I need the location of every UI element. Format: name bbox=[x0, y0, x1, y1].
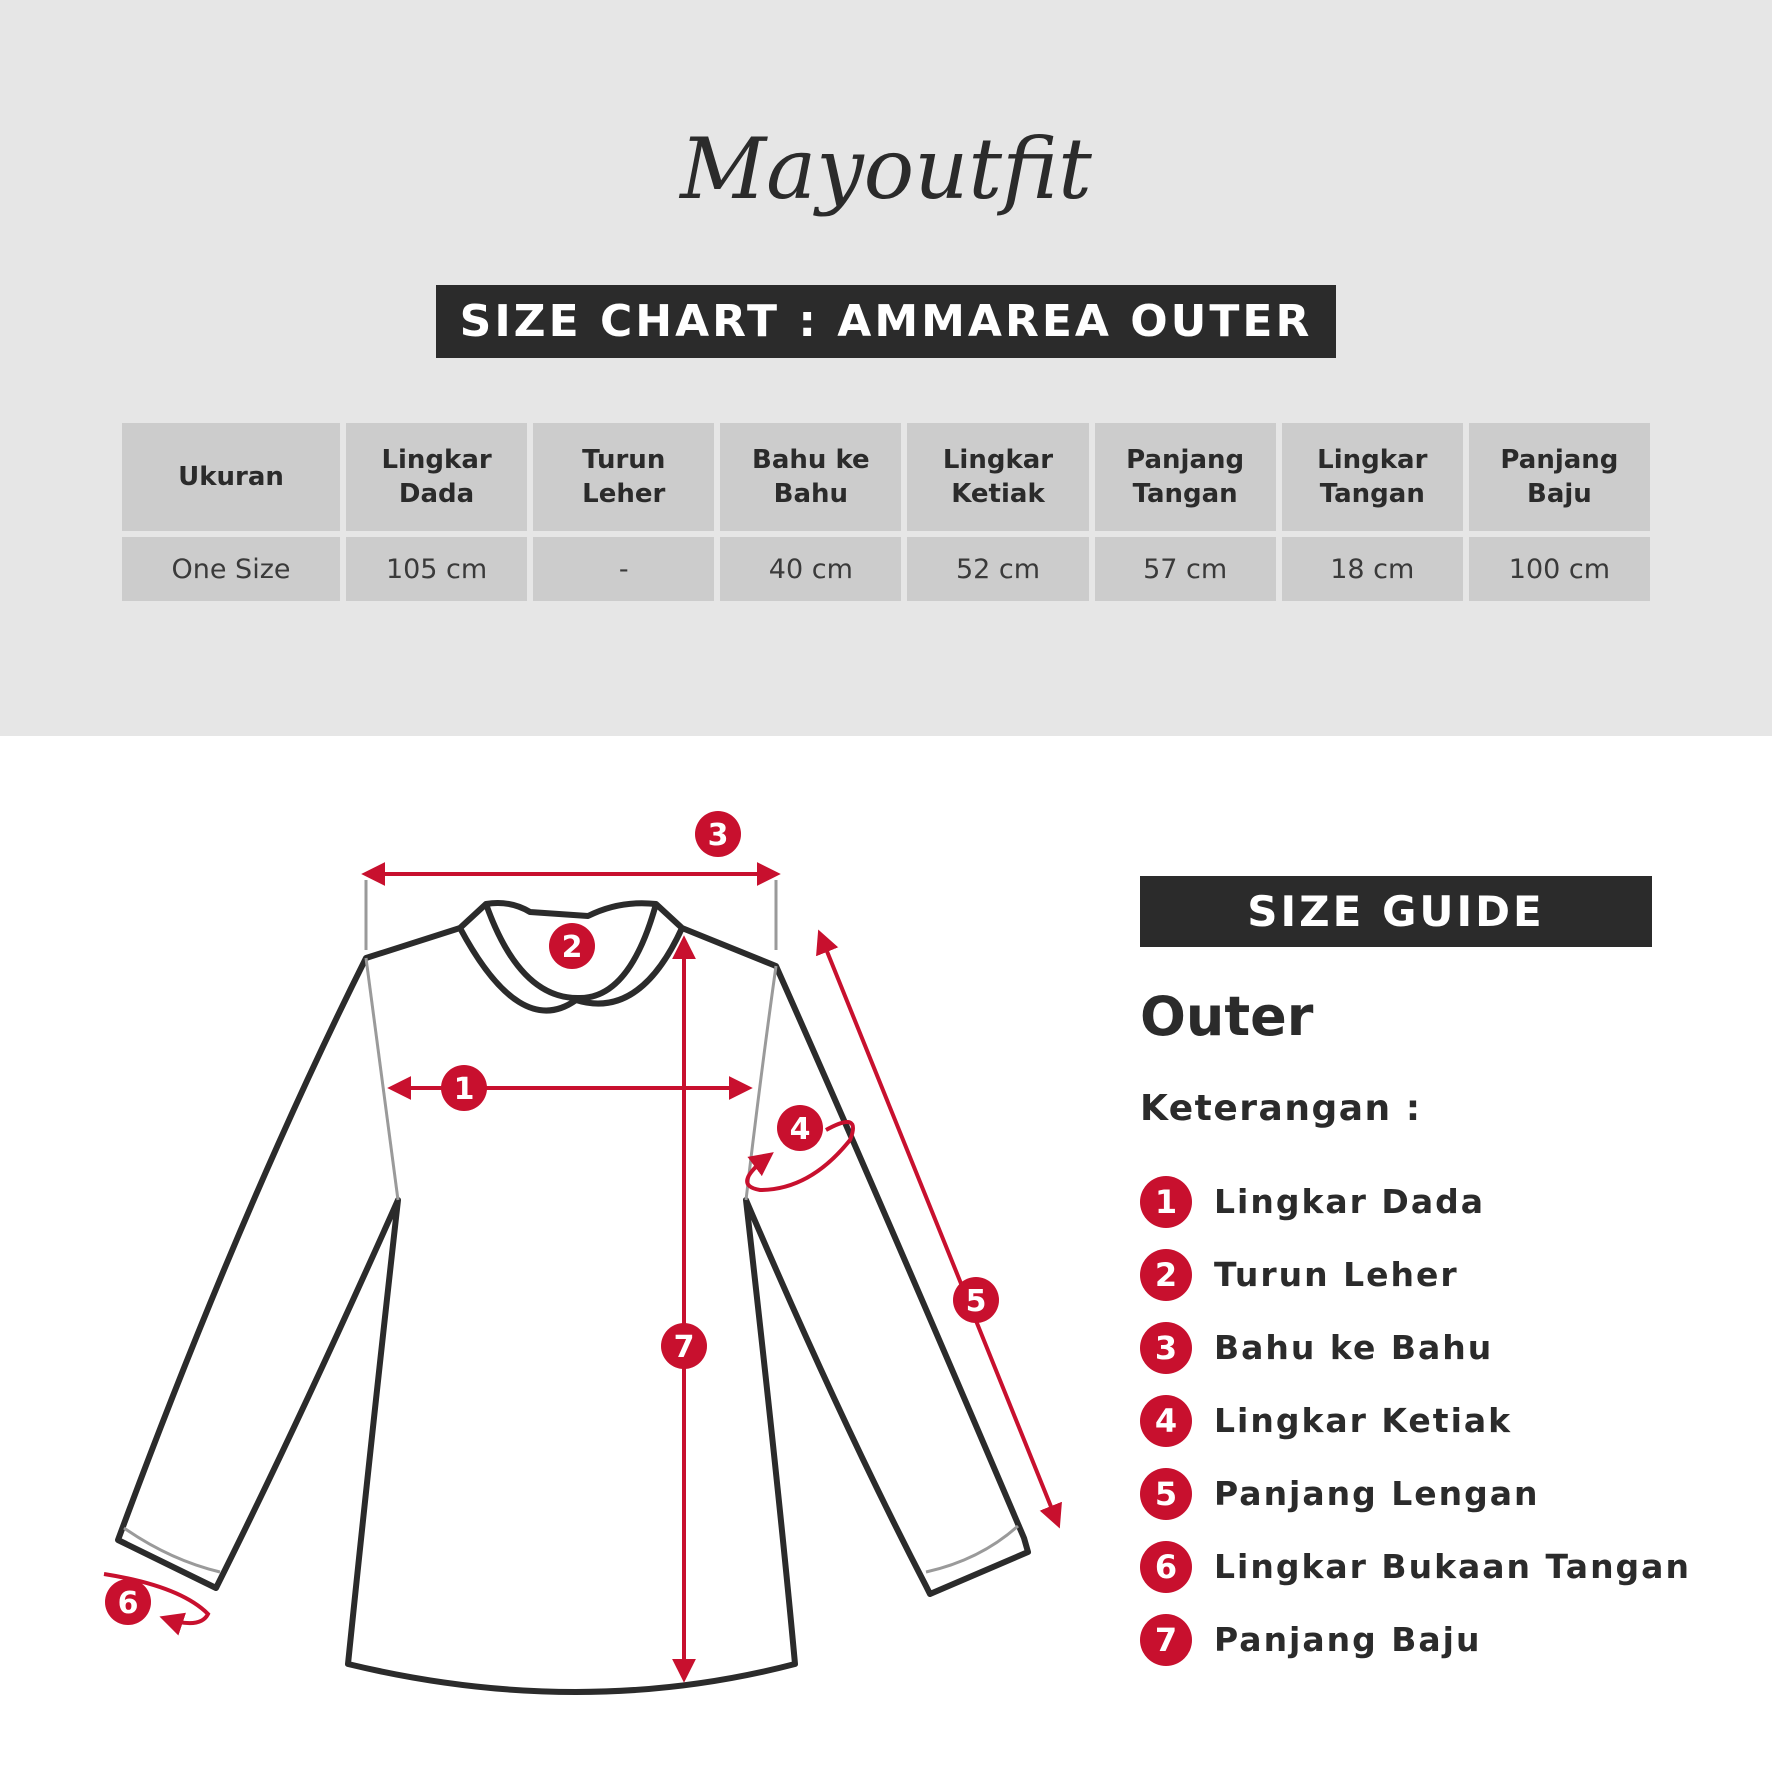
marker-3 bbox=[695, 811, 741, 857]
number-badge: 1 bbox=[1140, 1176, 1192, 1228]
size-guide-title: SIZE GUIDE bbox=[1140, 876, 1652, 947]
legend-label: Lingkar Bukaan Tangan bbox=[1214, 1547, 1691, 1586]
number-badge: 6 bbox=[1140, 1541, 1192, 1593]
header-cell: Lingkar Dada bbox=[346, 423, 527, 531]
header-cell: Turun Leher bbox=[533, 423, 714, 531]
marker-1 bbox=[441, 1065, 487, 1111]
number-badge: 4 bbox=[1140, 1395, 1192, 1447]
header-cell: Bahu ke Bahu bbox=[720, 423, 901, 531]
table-header-row bbox=[122, 423, 1650, 531]
marker-4 bbox=[777, 1105, 823, 1151]
number-badge: 3 bbox=[1140, 1322, 1192, 1374]
svg-text:5: 5 bbox=[965, 1284, 987, 1319]
list-item bbox=[1140, 1384, 1691, 1457]
size-table bbox=[116, 417, 1656, 607]
header-cell: Panjang Tangan bbox=[1095, 423, 1276, 531]
number-badge: 2 bbox=[1140, 1249, 1192, 1301]
header-cell: Ukuran bbox=[122, 423, 340, 531]
legend-heading: Keterangan : bbox=[1140, 1088, 1422, 1129]
svg-text:3: 3 bbox=[707, 818, 729, 853]
legend-label: Bahu ke Bahu bbox=[1214, 1328, 1494, 1367]
marker-6 bbox=[105, 1579, 151, 1625]
svg-text:6: 6 bbox=[117, 1586, 139, 1621]
measurement-legend bbox=[1140, 1165, 1691, 1676]
legend-label: Panjang Baju bbox=[1214, 1620, 1482, 1659]
table-cell: 18 cm bbox=[1282, 537, 1463, 601]
garment-diagram bbox=[0, 736, 1120, 1772]
table-cell: One Size bbox=[122, 537, 340, 601]
table-cell: 105 cm bbox=[346, 537, 527, 601]
logo-text: Mayoutfit bbox=[680, 120, 1092, 218]
header-cell: Lingkar Tangan bbox=[1282, 423, 1463, 531]
marker-5 bbox=[953, 1277, 999, 1323]
list-item bbox=[1140, 1238, 1691, 1311]
list-item bbox=[1140, 1530, 1691, 1603]
garment-type-heading: Outer bbox=[1140, 985, 1314, 1048]
outer-garment-outline bbox=[118, 903, 1028, 1692]
table-cell: 52 cm bbox=[907, 537, 1088, 601]
svg-text:7: 7 bbox=[673, 1330, 695, 1365]
svg-text:2: 2 bbox=[561, 930, 583, 965]
brand-logo bbox=[0, 100, 1772, 250]
legend-label: Panjang Lengan bbox=[1214, 1474, 1540, 1513]
marker-2 bbox=[549, 923, 595, 969]
size-chart-title: SIZE CHART : AMMAREA OUTER bbox=[436, 285, 1336, 358]
sleeve-length-line bbox=[820, 934, 1058, 1524]
list-item bbox=[1140, 1457, 1691, 1530]
table-row bbox=[122, 537, 1650, 601]
svg-text:1: 1 bbox=[453, 1072, 475, 1107]
seam-lines bbox=[124, 880, 1018, 1572]
list-item bbox=[1140, 1603, 1691, 1676]
table-cell: 57 cm bbox=[1095, 537, 1276, 601]
svg-text:4: 4 bbox=[789, 1112, 811, 1147]
legend-label: Lingkar Dada bbox=[1214, 1182, 1485, 1221]
number-badge: 5 bbox=[1140, 1468, 1192, 1520]
header-cell: Panjang Baju bbox=[1469, 423, 1650, 531]
legend-label: Lingkar Ketiak bbox=[1214, 1401, 1513, 1440]
list-item bbox=[1140, 1311, 1691, 1384]
table-cell: 100 cm bbox=[1469, 537, 1650, 601]
table-cell: - bbox=[533, 537, 714, 601]
header-cell: Lingkar Ketiak bbox=[907, 423, 1088, 531]
table-cell: 40 cm bbox=[720, 537, 901, 601]
list-item bbox=[1140, 1165, 1691, 1238]
number-badge: 7 bbox=[1140, 1614, 1192, 1666]
legend-label: Turun Leher bbox=[1214, 1255, 1459, 1294]
marker-7 bbox=[661, 1323, 707, 1369]
